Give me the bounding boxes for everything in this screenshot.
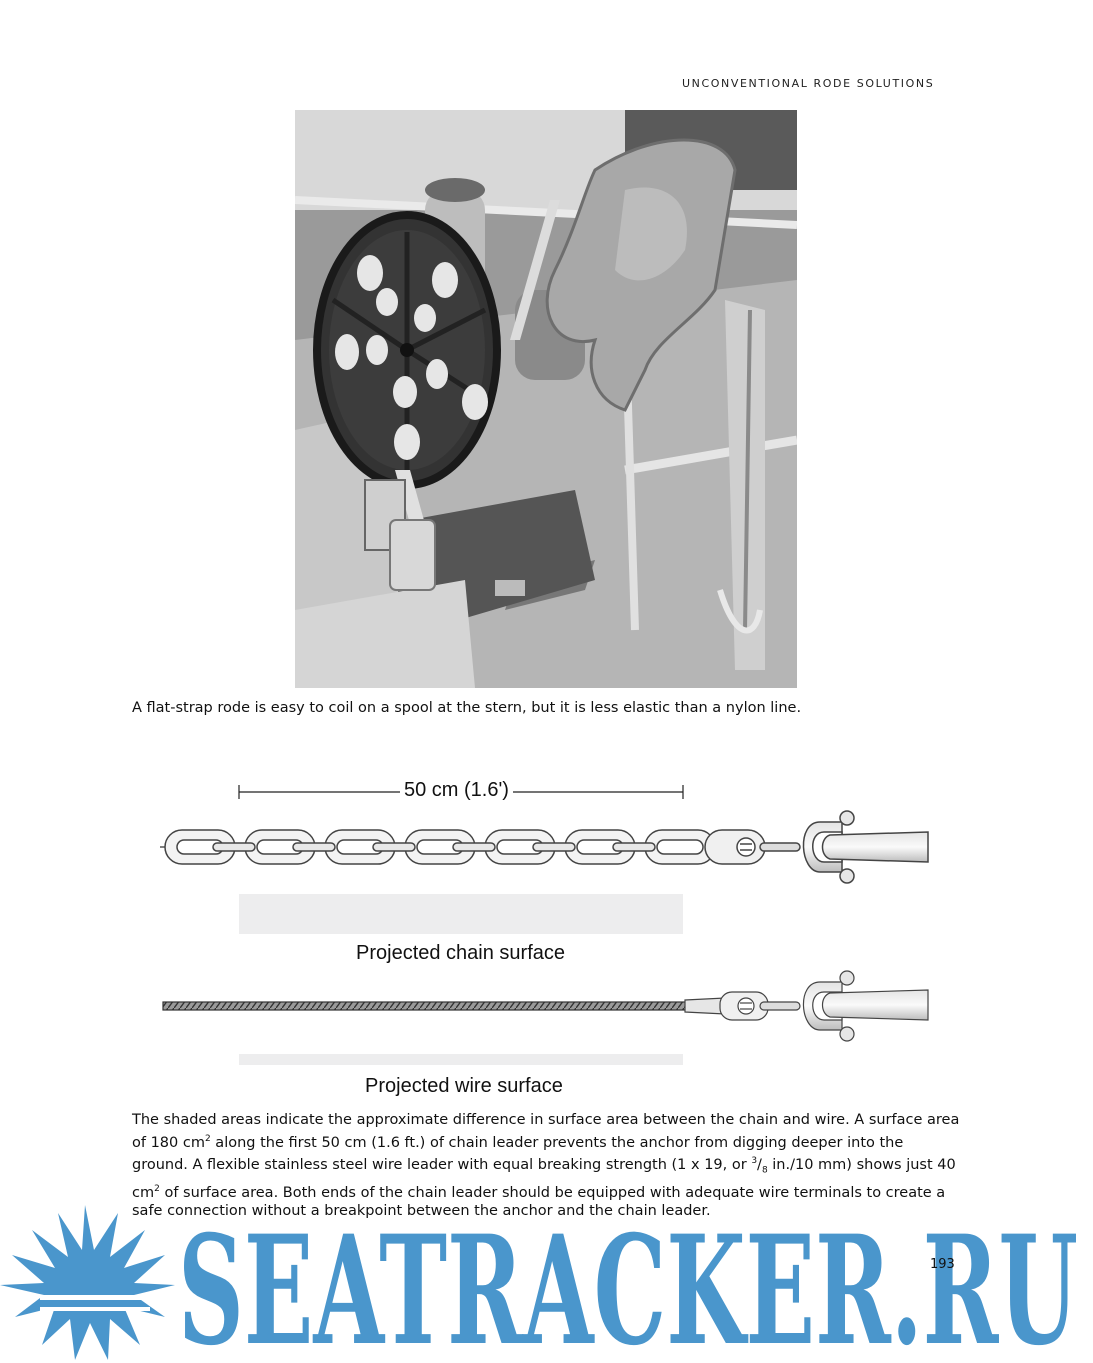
photo-strap-rode-spool (295, 110, 797, 688)
wire (163, 971, 928, 1041)
fraction-slash: / (757, 1156, 762, 1173)
photo-caption: A flat-strap rode is easy to coil on a spool at the stern, but it is less elastic than a nylon line. (132, 700, 802, 716)
body-text-2: along the first 50 cm (1.6 ft.) of chain leader prevents the anchor from digging deeper into the ground. A flexible stainless steel wire leader with equal breaking strength (1 x 19, or (132, 1134, 904, 1173)
seatracker-watermark (0, 1195, 1093, 1363)
dimension-label: 50 cm (1.6') (400, 779, 513, 802)
chain-surface-area (239, 894, 683, 934)
fraction-denominator: 8 (761, 1165, 768, 1176)
watermark-text: SEATRACKER.RU (178, 1203, 1078, 1363)
sun-logo-icon (0, 1205, 175, 1360)
wire-surface-label: Projected wire surface (365, 1075, 563, 1097)
chain (160, 811, 928, 883)
running-head: UNCONVENTIONAL RODE SOLUTIONS (682, 77, 935, 90)
superscript: 2 (154, 1184, 160, 1195)
body-text-3: in./10 mm) shows just 40 cm (132, 1156, 956, 1201)
body-text-4: of surface area. Both ends of the chain leader should be equipped with adequate wire terminals to create a safe connection without a breakpoint between the anchor and the chain leader. (132, 1184, 946, 1220)
wire-surface-area (239, 1054, 683, 1065)
chain-surface-label: Projected chain surface (356, 942, 566, 964)
body-text-1: The shaded areas indicate the approximate difference in surface area between the chain and wire. A surface area of 180 cm (132, 1112, 960, 1151)
superscript: 2 (204, 1133, 211, 1144)
page-number: 193 (930, 1257, 955, 1272)
fraction-numerator: 3 (751, 1155, 758, 1166)
